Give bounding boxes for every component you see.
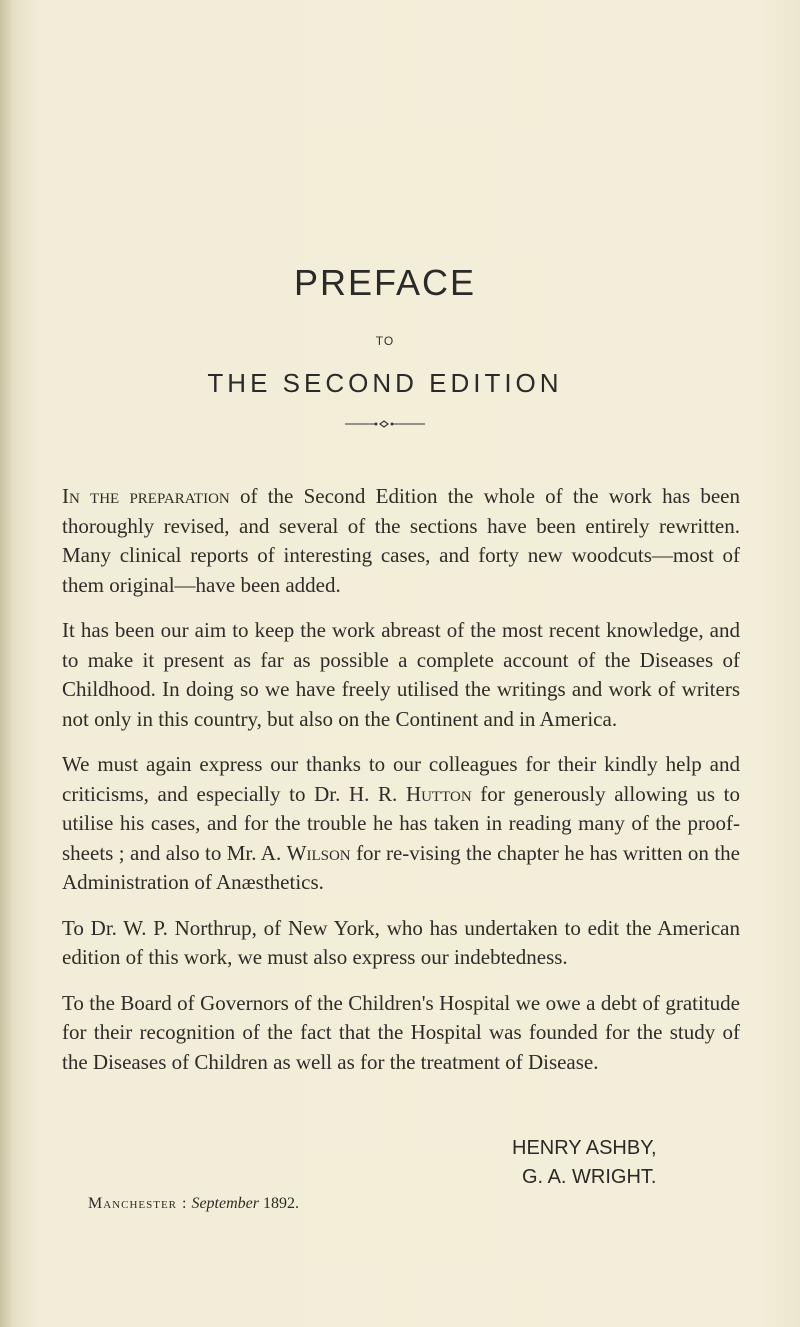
preface-title: PREFACE xyxy=(293,262,477,303)
diamond-rule-ornament-icon xyxy=(345,419,425,429)
paragraph-1-lead: In the preparation xyxy=(62,484,230,508)
paragraph-5: To the Board of Governors of the Children's Hospital we owe a debt of gratitude for their recognition of the fact that the Hospital was founded for the study of the Diseases of Children as well as for the treatment of Disease. xyxy=(62,990,740,1074)
place: Manchester : xyxy=(88,1195,188,1212)
paragraph-1-text: of the Second Edition the whole of the work has been thoroughly revised, and several of the sections have been entirely rewritten. Many clinical reports of interesting cases, and forty new woodcuts—most of them original—have been added. xyxy=(62,484,740,597)
paragraph-3 xyxy=(62,750,740,898)
paragraph-3-text-a: We must again express our thanks to our colleagues for their kindly help and criticisms, and especially to Dr. H. R. xyxy=(62,752,740,806)
paragraph-3-text-c: for re-vising the chapter he has written on the Administration of Anæsthetics. xyxy=(62,840,740,894)
place-and-date xyxy=(88,1195,299,1213)
name-wilson: Wilson xyxy=(286,840,351,865)
signature-ashby: HENRY ASHBY, xyxy=(512,1137,657,1159)
paragraph-1 xyxy=(62,482,740,600)
date-month: September xyxy=(191,1195,259,1212)
paragraph-4: To Dr. W. P. Northrup, of New York, who has undertaken to edit the American edition of this work, we must also express our indebtedness. xyxy=(62,915,740,969)
author-signatures xyxy=(512,1134,657,1192)
preface-to: TO xyxy=(375,334,395,348)
signature-wright: G. A. WRIGHT. xyxy=(522,1166,657,1188)
paragraph-3-text-b: for generously allowing us to utilise his cases, and for the trouble he has taken in reading many of the proof-sheets ; and also to Mr. A. xyxy=(62,781,740,865)
name-hutton: Hutton xyxy=(405,781,472,806)
paragraph-2: It has been our aim to keep the work abreast of the most recent knowledge, and to make it present as far as possible a complete account of the Diseases of Childhood. In doing so we have freely utilised the writings and work of writers not only in this country, but also on the Continent and in America. xyxy=(62,618,740,731)
preface-body xyxy=(62,482,740,1093)
edition-subtitle: THE SECOND EDITION xyxy=(207,368,563,398)
date-year: 1892. xyxy=(262,1195,299,1212)
